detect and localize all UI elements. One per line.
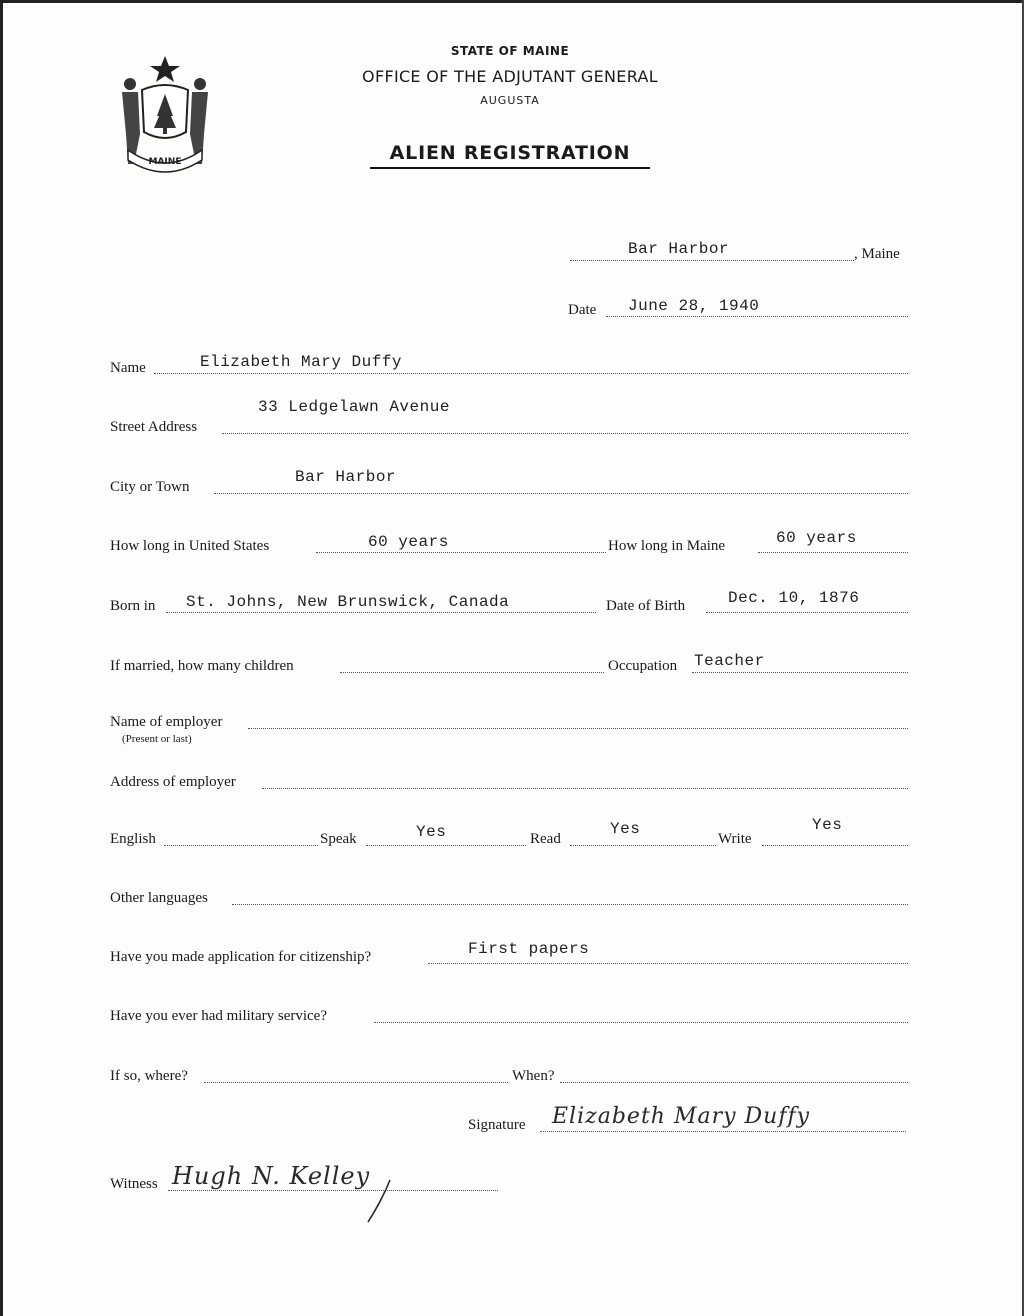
born-in-label: Born in bbox=[110, 598, 156, 614]
when-line bbox=[560, 1082, 908, 1083]
maine-state-seal bbox=[112, 54, 218, 178]
born-in-value[interactable]: St. Johns, New Brunswick, Canada bbox=[186, 593, 510, 611]
seal-text: MAINE bbox=[148, 157, 182, 167]
citizenship-line bbox=[428, 963, 908, 964]
signature-value[interactable]: Elizabeth Mary Duffy bbox=[552, 1104, 811, 1129]
children-line bbox=[340, 672, 604, 673]
occupation-line bbox=[692, 672, 908, 673]
military-line bbox=[374, 1022, 908, 1023]
city-line bbox=[214, 493, 908, 494]
title-underline bbox=[370, 167, 650, 169]
signature-line bbox=[540, 1131, 906, 1132]
birth-date-label: Date of Birth bbox=[606, 598, 686, 614]
employer-address-label: Address of employer bbox=[110, 774, 236, 790]
us-duration-label: How long in United States bbox=[110, 538, 270, 554]
read-line bbox=[570, 845, 716, 846]
date-line bbox=[606, 316, 908, 317]
maine-duration-label: How long in Maine bbox=[608, 538, 726, 554]
maine-duration-value[interactable]: 60 years bbox=[776, 529, 857, 547]
citizenship-label: Have you made application for citizenship? bbox=[110, 949, 372, 965]
header-state: STATE OF MAINE bbox=[450, 44, 570, 58]
date-label: Date bbox=[568, 302, 597, 318]
scan-border-top bbox=[0, 0, 1024, 3]
street-line bbox=[222, 433, 908, 434]
when-label: When? bbox=[512, 1068, 555, 1084]
place-value[interactable]: Bar Harbor bbox=[628, 240, 730, 258]
place-line bbox=[570, 260, 854, 261]
other-languages-line bbox=[232, 904, 908, 905]
read-value[interactable]: Yes bbox=[610, 820, 641, 838]
street-label: Street Address bbox=[110, 419, 198, 435]
header-office: OFFICE OF THE ADJUTANT GENERAL bbox=[362, 67, 658, 86]
header-city: AUGUSTA bbox=[480, 94, 540, 107]
signature-label: Signature bbox=[468, 1117, 526, 1133]
witness-line bbox=[168, 1190, 498, 1191]
birth-date-value[interactable]: Dec. 10, 1876 bbox=[728, 589, 860, 607]
scan-border-left bbox=[0, 0, 3, 1316]
street-value[interactable]: 33 Ledgelawn Avenue bbox=[258, 398, 450, 416]
place-suffix: , Maine bbox=[854, 246, 900, 262]
name-value[interactable]: Elizabeth Mary Duffy bbox=[200, 353, 403, 371]
maine-duration-line bbox=[758, 552, 908, 553]
form-title: ALIEN REGISTRATION bbox=[389, 142, 631, 164]
speak-value[interactable]: Yes bbox=[416, 823, 447, 841]
children-label: If married, how many children bbox=[110, 658, 294, 674]
name-label: Name bbox=[110, 360, 146, 376]
us-duration-line bbox=[316, 552, 606, 553]
witness-signature-tail bbox=[360, 1176, 400, 1226]
citizenship-value[interactable]: First papers bbox=[468, 940, 590, 958]
where-line bbox=[204, 1082, 508, 1083]
write-label: Write bbox=[718, 831, 752, 847]
witness-label: Witness bbox=[110, 1176, 158, 1192]
employer-sublabel: (Present or last) bbox=[122, 733, 192, 745]
english-line bbox=[164, 845, 318, 846]
city-value[interactable]: Bar Harbor bbox=[295, 468, 397, 486]
speak-line bbox=[366, 845, 526, 846]
witness-signature[interactable]: Hugh N. Kelley bbox=[172, 1162, 371, 1190]
occupation-value[interactable]: Teacher bbox=[694, 652, 765, 670]
english-label: English bbox=[110, 831, 156, 847]
other-languages-label: Other languages bbox=[110, 890, 208, 906]
employer-label: Name of employer bbox=[110, 714, 223, 730]
write-line bbox=[762, 845, 908, 846]
military-label: Have you ever had military service? bbox=[110, 1008, 327, 1024]
name-line bbox=[154, 373, 908, 374]
speak-label: Speak bbox=[320, 831, 357, 847]
employer-address-line bbox=[262, 788, 908, 789]
us-duration-value[interactable]: 60 years bbox=[368, 533, 449, 551]
employer-line bbox=[248, 728, 908, 729]
date-value[interactable]: June 28, 1940 bbox=[628, 297, 760, 315]
read-label: Read bbox=[530, 831, 561, 847]
write-value[interactable]: Yes bbox=[812, 816, 843, 834]
birth-date-line bbox=[706, 612, 908, 613]
where-label: If so, where? bbox=[110, 1068, 188, 1084]
occupation-label: Occupation bbox=[608, 658, 678, 674]
city-label: City or Town bbox=[110, 479, 190, 495]
born-in-line bbox=[166, 612, 596, 613]
